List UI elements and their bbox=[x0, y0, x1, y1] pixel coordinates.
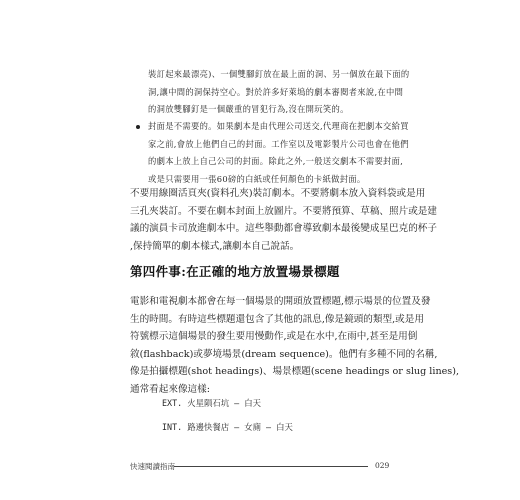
running-footer-title: 快速閱讀指南 bbox=[130, 462, 175, 471]
text-line: 的劇本上放上自己公司的封面。除此之外,一般送交劇本不需要封面, bbox=[148, 156, 404, 166]
continued-bullet-text bbox=[148, 66, 424, 119]
text-line: 或是只需要用一張60磅的白紙或任何顏色的卡紙做封面。 bbox=[148, 173, 366, 184]
text-line: 通常看起來像這樣: bbox=[130, 383, 210, 395]
section-paragraph bbox=[130, 293, 460, 398]
body-paragraph bbox=[130, 185, 437, 255]
section-heading: 第四件事:在正確的地方放置場景標題 bbox=[130, 264, 340, 279]
text-line: 議的演員卡司放進劇本中。這些舉動都會導致劇本最後變成星巴克的杯子 bbox=[130, 223, 437, 234]
page-number: 029 bbox=[375, 461, 390, 470]
text-line: 符號標示這個場景的發生要用慢動作,或是在水中,在雨中,甚至是用倒 bbox=[130, 331, 418, 342]
text-line: 家之前,會放上他們自己的封面。工作室以及電影製片公司也會在他們 bbox=[148, 138, 409, 149]
text-line: 不要用線圈活頁夾(資料孔夾)裝訂劇本。不要將劇本放入資料袋或是用 bbox=[130, 188, 426, 199]
bullet-icon bbox=[136, 125, 140, 129]
text-line: 的洞放雙腳釘是一個嚴重的冒犯行為,沒在開玩笑的。 bbox=[148, 104, 349, 114]
text-line: 像是拍攝標題(shot headings)、場景標題(scene headings or slug lines), bbox=[130, 366, 460, 377]
script-example-line: INT. 路邊快餐店 — 女廁 — 白天 bbox=[162, 422, 293, 432]
text-line: 洞,讓中間的洞保持空心。對於許多好萊塢的劇本審閱者來說,在中間 bbox=[148, 86, 404, 97]
footer-divider bbox=[174, 466, 368, 467]
text-line: 電影和電視劇本都會在每一個場景的開頭放置標題,標示場景的位置及發 bbox=[130, 296, 431, 307]
text-line: 生的時間。有時這些標題還包含了其他的訊息,像是鏡頭的類型,或是用 bbox=[130, 313, 424, 325]
text-line: 裝訂起來最漂亮)、一個雙腳釘放在最上面的洞、另一個放在最下面的 bbox=[148, 69, 410, 79]
text-line: 三孔夾裝訂。不要在劇本封面上放圖片。不要將預算、草稿、照片或是建 bbox=[130, 205, 437, 217]
text-line: ,保持簡單的劇本樣式,讓劇本自己說話。 bbox=[130, 240, 300, 252]
bullet-item-cover-page bbox=[132, 118, 432, 188]
text-line: 封面是不需要的。如果劇本是由代理公司送交,代理商在把劇本交給買 bbox=[148, 121, 409, 131]
script-example-line: EXT. 火星隕石坑 — 白天 bbox=[162, 398, 261, 408]
text-line: 敘(flashback)或夢境場景(dream sequence)。他們有多種不同的名稱, bbox=[130, 348, 438, 360]
